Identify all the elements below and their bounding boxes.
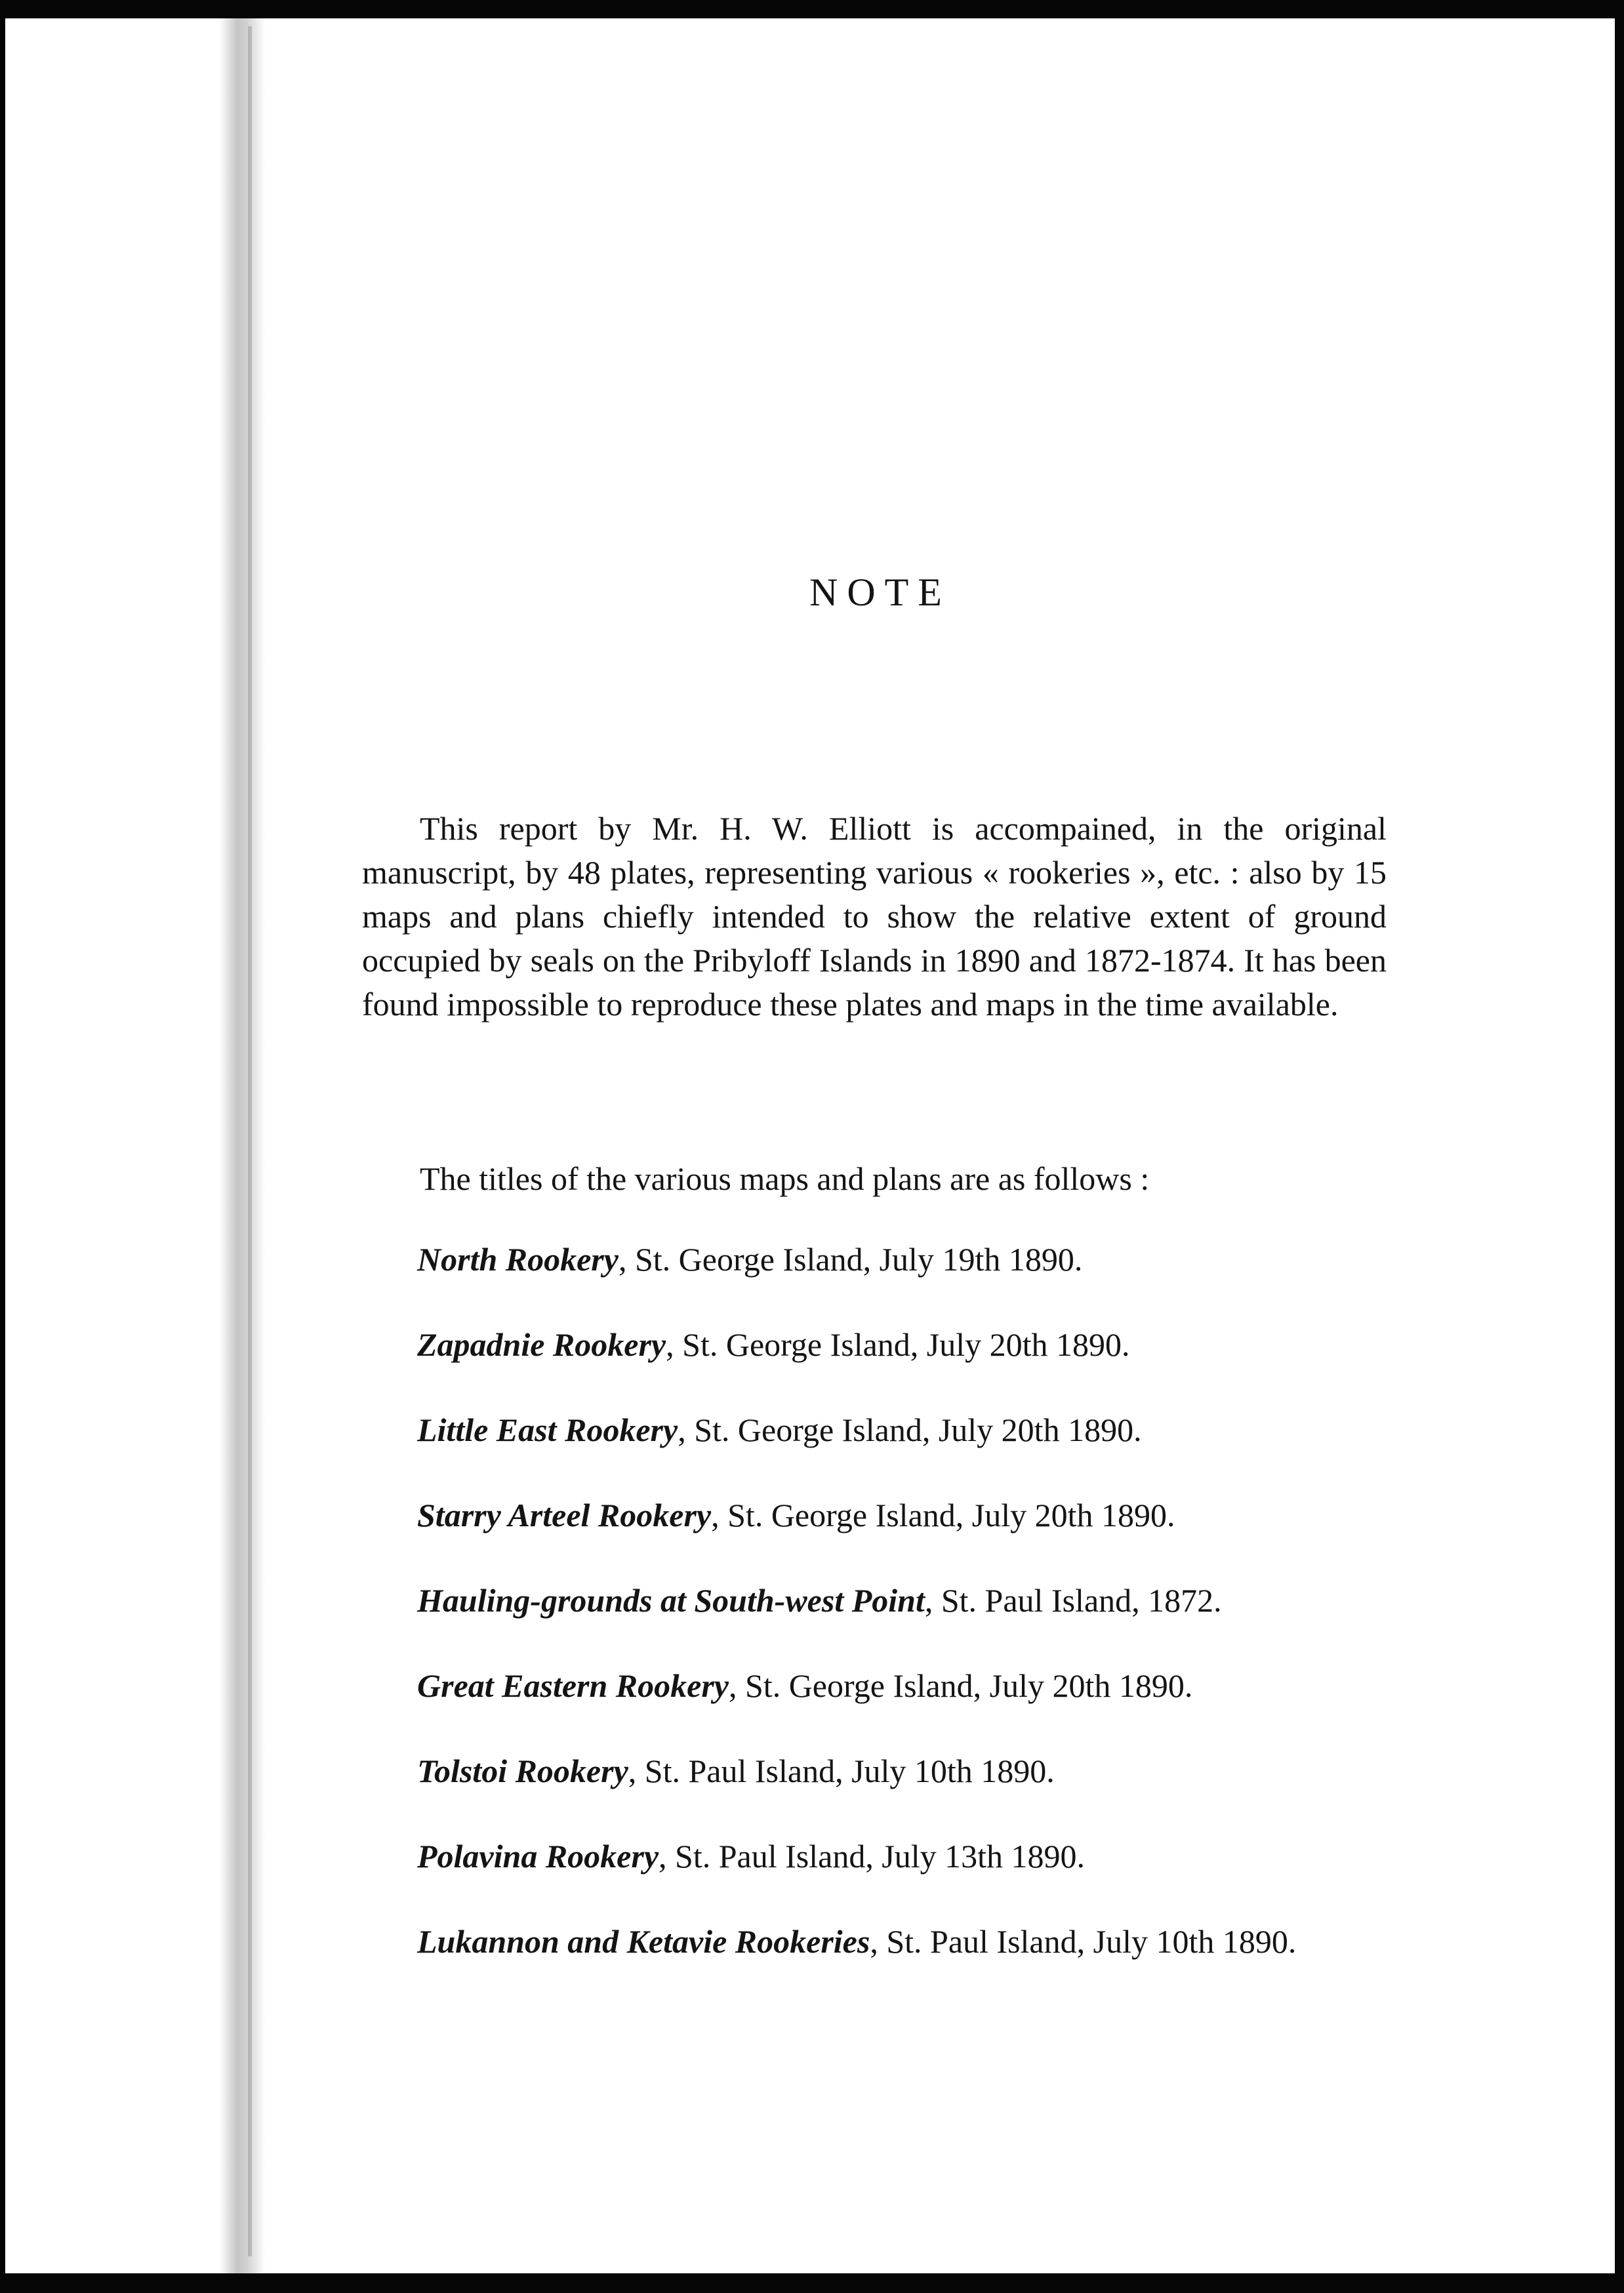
map-detail: , St. Paul Island, July 10th 1890. [628,1753,1055,1789]
map-title-item [417,1665,1388,1707]
map-title-list [417,1238,1388,2006]
rookery-name: Polavina Rookery [417,1838,659,1875]
rookery-name: Hauling-grounds at South-west Point [417,1582,925,1619]
map-detail: , St. George Island, July 20th 1890. [729,1667,1193,1704]
map-detail: , St. Paul Island, July 10th 1890. [870,1923,1297,1960]
map-title-item [417,1750,1388,1792]
map-detail: , St. George Island, July 20th 1890. [666,1326,1130,1363]
map-title-item [417,1835,1388,1877]
map-detail: , St. George Island, July 20th 1890. [678,1411,1142,1448]
list-intro: The titles of the various maps and plans are as follows : [420,1160,1150,1197]
rookery-name: Starry Arteel Rookery [417,1497,712,1533]
page-heading: NOTE [809,571,951,614]
map-title-item [417,1409,1388,1451]
rookery-name: North Rookery [417,1241,619,1278]
intro-paragraph: This report by Mr. H. W. Elliott is accompained, in the original manuscript, by 48 plates, representing various « rookeries », etc. : also by 15 maps and plans chiefly intended to show the relative extent of ground occupied by seals on the Pribyloff Islands in 1890 and 1872-1874. It has been found impossible to reproduce these plates and maps in the time available. [362,810,1387,1023]
map-title-item [417,1324,1388,1366]
binding-shadow [219,18,265,2273]
rookery-name: Lukannon and Ketavie Rookeries [417,1923,870,1960]
scan-border-left [0,0,5,2293]
map-detail: , St. George Island, July 20th 1890. [711,1497,1175,1533]
scan-border-right [1615,0,1624,2293]
rookery-name: Little East Rookery [417,1411,678,1448]
map-title-item [417,1920,1434,1962]
rookery-name: Zapadnie Rookery [417,1326,666,1363]
map-detail: , St. Paul Island, 1872. [924,1582,1222,1619]
scan-border-bottom [0,2273,1624,2293]
binding-line [248,26,252,2256]
scan-border-top [0,0,1624,18]
rookery-name: Tolstoi Rookery [417,1753,628,1789]
map-detail: , St. Paul Island, July 13th 1890. [659,1838,1086,1875]
map-detail: , St. George Island, July 19th 1890. [618,1241,1083,1278]
map-title-item [417,1494,1388,1536]
map-title-item [417,1579,1388,1621]
map-title-item [417,1238,1388,1280]
rookery-name: Great Eastern Rookery [417,1667,729,1704]
